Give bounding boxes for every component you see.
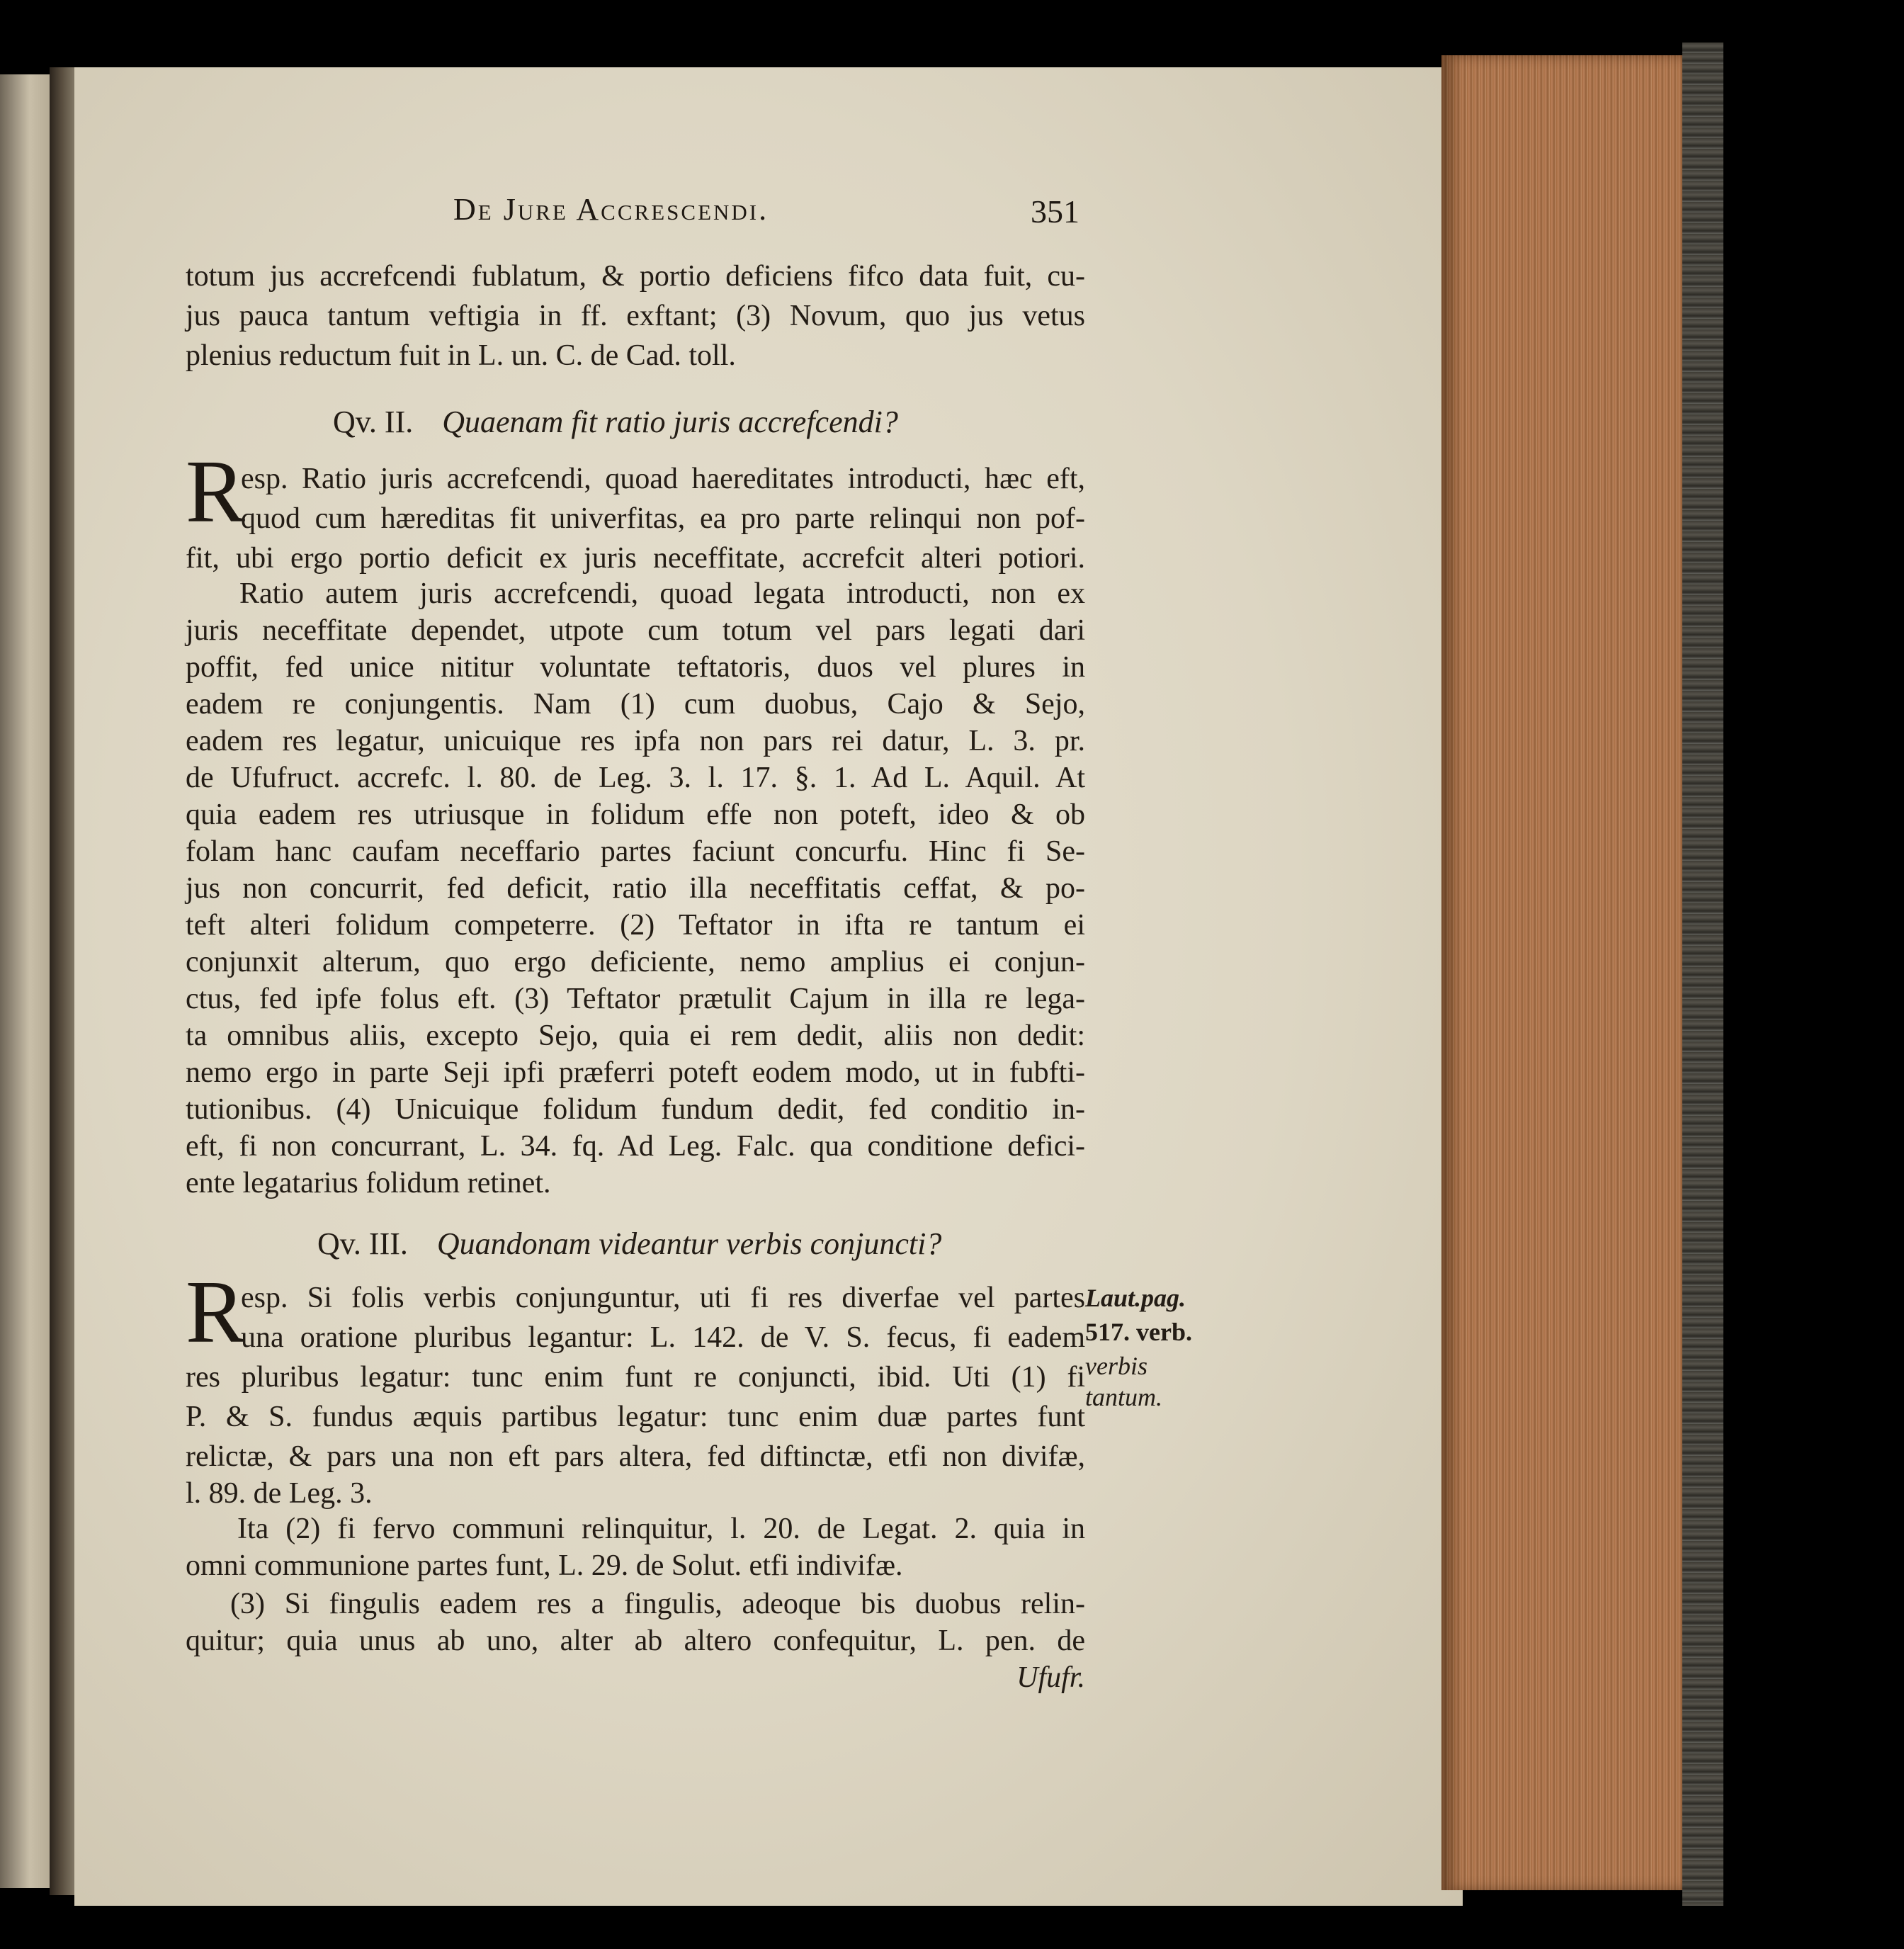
text-line: eft, fi non concurrant, L. 34. fq. Ad Leg. Falc. qua conditione defici- [186,1130,1085,1163]
text-line: conjunxit alterum, quo ergo deficiente, nemo amplius ei conjun- [186,946,1085,978]
facing-page-edge [0,74,50,1888]
text-line: omni communione partes funt, L. 29. de Solut. etfi indivifæ. [186,1549,903,1582]
text-line: folam hanc caufam neceffario partes faciunt concurfu. Hinc fi Se- [186,835,1085,868]
drop-capital: R [186,443,246,541]
text-line: res pluribus legatur: tunc enim funt re conjuncti, ibid. Uti (1) fi [186,1361,1085,1394]
question-heading [333,402,898,442]
text-line: jus pauca tantum veftigia in ff. exftant; (3) Novum, quo jus vetus [186,300,1085,332]
text-line: quitur; quia unus ab uno, alter ab altero confequitur, L. pen. de [186,1625,1085,1657]
text-line: Ita (2) fi fervo communi relinquitur, l. 20. de Legat. 2. quia in [237,1513,1085,1545]
text-line: eadem res legatur, unicuique res ipfa non pars rei datur, L. 3. pr. [186,725,1085,757]
book-gutter [50,67,78,1895]
text-line: juris neceffitate dependet, utpote cum totum vel pars legati dari [186,614,1085,647]
text-line: ta omnibus aliis, excepto Sejo, quia ei rem dedit, aliis non dedit: [186,1019,1085,1052]
text-line: l. 89. de Leg. 3. [186,1477,373,1510]
margin-note: Laut.pag. [1085,1284,1186,1312]
text-line: jus non concurrit, fed deficit, ratio illa neceffitatis ceffat, & po- [186,872,1085,905]
text-line: quod cum hæreditas fit univerfitas, ea pro parte relinqui non pof- [241,502,1085,535]
text-line: esp. Ratio juris accrefcendi, quoad haereditates introducti, hæc eft, [241,463,1085,495]
text-line: (3) Si fingulis eadem res a fingulis, adeoque bis duobus relin- [230,1588,1085,1620]
text-line: P. & S. fundus æquis partibus legatur: tunc enim duæ partes funt [186,1401,1085,1433]
text-line: quia eadem res utriusque in folidum effe non poteft, ideo & ob [186,798,1085,831]
running-title: De Jure Accrescendi. [453,192,769,227]
text-line: teft alteri folidum competerre. (2) Teftator in ifta re tantum ei [186,909,1085,942]
text-line: una oratione pluribus legantur: L. 142. de V. S. fecus, fi eadem [241,1321,1085,1354]
text-line: Ufufr. [1016,1661,1085,1694]
text-line: ente legatarius folidum retinet. [186,1167,551,1199]
text-line: Ratio autem juris accrefcendi, quoad legata introducti, non ex [239,577,1085,610]
text-line: eadem re conjungentis. Nam (1) cum duobus, Cajo & Sejo, [186,688,1085,721]
margin-note: 517. verb. [1085,1318,1192,1346]
text-line: de Ufufruct. accrefc. l. 80. de Leg. 3. l. 17. §. 1. Ad L. Aquil. At [186,762,1085,794]
margin-note: verbis [1085,1352,1148,1380]
question-heading [317,1224,941,1264]
page-number: 351 [1031,193,1080,230]
text-line: tutionibus. (4) Unicuique folidum fundum dedit, fed conditio in- [186,1093,1085,1126]
text-line: nemo ergo in parte Seji ipfi præferri poteft eodem modo, ut in fubfti- [186,1056,1085,1089]
margin-note: tantum. [1085,1383,1163,1411]
question-text: Quaenam fit ratio juris accrefcendi? [442,405,898,439]
book-cover-edge [1682,43,1723,1906]
text-line: fit, ubi ergo portio deficit ex juris neceffitate, accrefcit alteri potiori. [186,542,1085,575]
text-line: ctus, fed ipfe folus eft. (3) Teftator prætulit Cajum in illa re lega- [186,983,1085,1015]
question-label: Qv. II. [333,405,414,439]
text-line: esp. Si folis verbis conjunguntur, uti fi res diverfae vel partes [241,1282,1085,1314]
text-line: poffit, fed unice nititur voluntate teftatoris, duos vel plures in [186,651,1085,684]
drop-capital: R [186,1263,246,1362]
text-line: totum jus accrefcendi fublatum, & portio deficiens fifco data fuit, cu- [186,260,1085,293]
question-label: Qv. III. [317,1226,408,1261]
text-line: plenius reductum fuit in L. un. C. de Cad. toll. [186,339,736,372]
text-line: relictæ, & pars una non eft pars altera, fed diftinctæ, etfi non divifæ, [186,1440,1085,1473]
page-fore-edge [1441,55,1682,1890]
question-text: Quandonam videantur verbis conjuncti? [436,1226,942,1261]
